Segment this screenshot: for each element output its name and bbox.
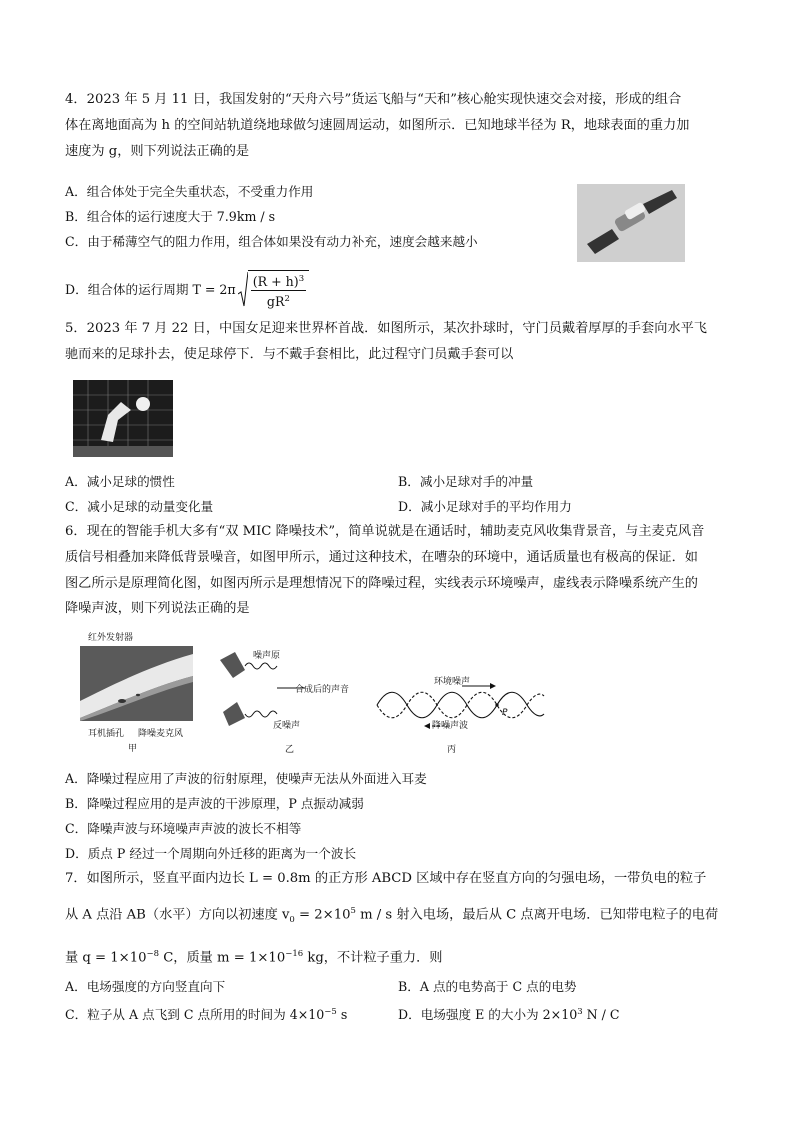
fig-yi-label-anti-noise: 反噪声 (273, 721, 301, 731)
q7-line3-part3: kg，不计粒子重力．则 (303, 950, 443, 966)
q5-option-a: A．减小足球的惯性 (65, 474, 175, 489)
q6-option-a: A．降噪过程应用了声波的衍射原理，使噪声无法从外面进入耳麦 (65, 771, 427, 786)
sqrt-expression (238, 270, 309, 310)
q4-stem-line1: 4．2023 年 5 月 11 日，我国发射的“天舟六号”货运飞船与“天和”核心舱实现快速交会对接，形成的组合 (65, 92, 682, 107)
q7-line2-part3: m / s 射入电场，最后从 C 点离开电场．已知带电粒子的电荷 (355, 907, 719, 923)
fig-jia-label-mic: 降噪麦克风 (138, 729, 184, 739)
e-exponent: 3 (577, 1007, 583, 1017)
q4-stem-line2: 体在离地面高为 h 的空间站轨道绕地球做匀速圆周运动，如图所示．已知地球半径为 R，地球表面的重力加 (65, 118, 690, 133)
q6-stem-line1: 6．现在的智能手机大多有“双 MIC 降噪技术”，简单说就是在通话时，辅助麦克风收集背景音，与主麦克风音 (65, 524, 705, 539)
phone-image (80, 646, 193, 721)
q7-line2-part1: 从 A 点沿 AB（水平）方向以初速度 v (65, 907, 290, 923)
q6-stem-line3: 图乙所示是原理简化图，如图丙所示是理想情况下的降噪过程，实线表示环境噪声，虚线表示降噪系统产生的 (65, 576, 698, 591)
q5-option-c: C．减小足球的动量变化量 (65, 499, 214, 514)
goalkeeper-image (73, 380, 173, 457)
q5-stem-line1: 5．2023 年 7 月 22 日，中国女足迎来世界杯首战．如图所示，某次扑球时，守门员戴着厚厚的手套向水平飞 (65, 321, 707, 336)
q7-option-c-part1: C．粒子从 A 点飞到 C 点所用的时间为 4×10 (65, 1007, 325, 1023)
q7-option-d-part1: D．电场强度 E 的大小为 2×10 (398, 1007, 578, 1023)
space-station-image (577, 184, 685, 262)
q7-option-c (65, 1003, 347, 1024)
q7-option-b: B．A 点的电势高于 C 点的电势 (398, 979, 577, 994)
q4-option-c: C．由于稀薄空气的阻力作用，组合体如果没有动力补充，速度会越来越小 (65, 234, 478, 249)
q4-option-d (65, 270, 309, 310)
v-exponent: 5 (350, 906, 356, 916)
q7-option-d-part2: N / C (582, 1007, 620, 1023)
q5-option-d: D．减小足球对手的平均作用力 (398, 499, 572, 514)
q7-stem-line1: 7．如图所示，竖直平面内边长 L = 0.8m 的正方形 ABCD 区域中存在竖直方向的匀强电场，一带负电的粒子 (65, 871, 707, 886)
fraction-numerator: (R + h) (252, 274, 299, 290)
fig-yi-label-combined: 合成后的声音 (295, 685, 350, 695)
denominator-exponent: 2 (284, 294, 290, 305)
q7-option-d (398, 1003, 620, 1024)
q5-option-b: B．减小足球对手的冲量 (398, 474, 534, 489)
q6-stem-line2: 质信号相叠加来降低背景噪音，如图甲所示，通过这种技术，在嘈杂的环境中，通话质量也有极高的保证．如 (65, 550, 698, 565)
fig-jia-caption: 甲 (128, 744, 138, 754)
q7-line3-part1: 量 q = 1×10 (65, 950, 147, 966)
fig-bing-caption: 丙 (447, 745, 457, 755)
numerator-exponent: 3 (298, 274, 305, 284)
sqrt-sign (238, 272, 248, 308)
q7-line3-part2: C，质量 m = 1×10 (159, 950, 286, 966)
time-exponent: −5 (324, 1007, 337, 1017)
q7-option-a: A．电场强度的方向竖直向下 (65, 979, 226, 994)
fig-yi-label-noise-source: 噪声原 (253, 651, 281, 661)
fraction-denominator: gR (266, 294, 285, 310)
q7-stem-line3 (65, 945, 442, 967)
q6-option-c: C．降噪声波与环境噪声声波的波长不相等 (65, 821, 302, 836)
fig-bing-point-p: P (502, 708, 508, 718)
q-exponent: −8 (146, 949, 160, 959)
v-subscript: 0 (289, 915, 295, 926)
q6-stem-line4: 降噪声波，则下列说法正确的是 (65, 601, 250, 616)
m-exponent: −16 (285, 949, 304, 959)
q4-option-a: A．组合体处于完全失重状态，不受重力作用 (65, 184, 314, 199)
fig-jia-label-jack: 耳机插孔 (88, 729, 125, 739)
q4-stem-line3: 速度为 g，则下列说法正确的是 (65, 144, 250, 159)
fig-jia-top-label: 红外发射器 (88, 633, 134, 643)
fraction (248, 270, 309, 310)
q5-stem-line2: 驰而来的足球扑去，使足球停下．与不戴手套相比，此过程守门员戴手套可以 (65, 347, 514, 362)
q4-option-d-prefix: D．组合体的运行周期 T = 2π (65, 282, 236, 298)
q7-option-c-part2: s (336, 1007, 348, 1023)
q4-option-b: B．组合体的运行速度大于 7.9km / s (65, 209, 276, 224)
fig-bing-label-env-noise: 环境噪声 (434, 677, 471, 687)
q7-stem-line2 (65, 902, 718, 929)
figure-bing (372, 670, 547, 760)
figure-yi (215, 640, 365, 760)
q6-option-d: D．质点 P 经过一个周期向外迁移的距离为一个波长 (65, 846, 357, 861)
q7-line2-part2: = 2×10 (294, 907, 351, 923)
fig-bing-label-anti-wave: 降噪声波 (432, 721, 469, 731)
q6-option-b: B．降噪过程应用的是声波的干涉原理，P 点振动减弱 (65, 796, 364, 811)
figure-jia (80, 628, 200, 758)
fig-yi-caption: 乙 (285, 745, 295, 755)
